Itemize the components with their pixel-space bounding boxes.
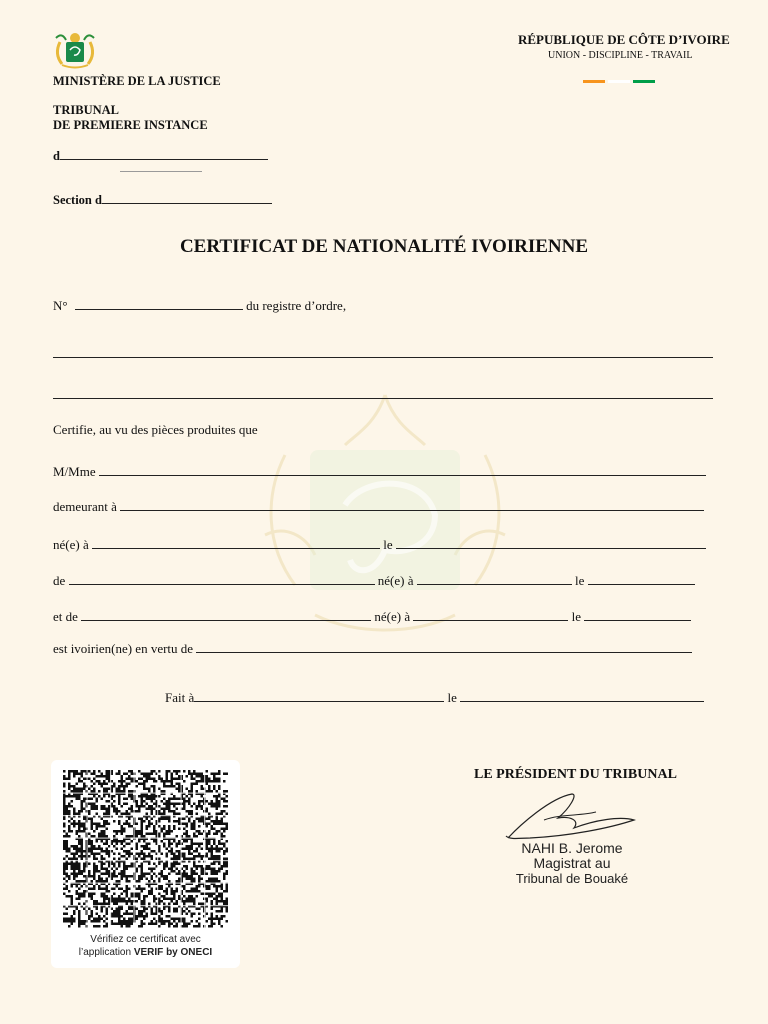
mme-field [53, 464, 706, 480]
blank-line-1 [53, 357, 713, 358]
qr-grid-line [110, 770, 111, 928]
etde-label: et de [53, 609, 78, 624]
pere-blank [69, 573, 375, 585]
qr-caption-line2 [51, 946, 240, 959]
qr-verification-card [51, 760, 240, 968]
president-title: LE PRÉSIDENT DU TRIBUNAL [474, 767, 677, 782]
signatory-role: Magistrat au [533, 855, 611, 871]
qr-grid-line [63, 815, 228, 816]
flag-green-stripe [633, 80, 655, 83]
section-label: Section d [53, 193, 102, 207]
qr-caption-prefix: l’application [78, 947, 134, 958]
signatory-name: NAHI B. Jerome [521, 840, 623, 856]
tribunal-line-1: TRIBUNAL [53, 103, 119, 117]
qr-grid-line [63, 883, 228, 884]
pere-lieu-blank [417, 573, 572, 585]
d-subline [120, 171, 202, 172]
qr-grid-line [63, 838, 228, 839]
flag-orange-stripe [583, 80, 605, 83]
d-blank [60, 148, 268, 160]
qr-code[interactable] [63, 770, 228, 928]
coat-of-arms-logo [52, 30, 98, 70]
stamp [507, 841, 637, 886]
mere-lieu-blank [413, 609, 568, 621]
ne-lieu-blank [92, 537, 380, 549]
fait-date-blank [460, 690, 704, 702]
pere-field [53, 573, 695, 589]
flag-tricolor [583, 70, 658, 88]
fait-le-label: le [447, 690, 457, 705]
d-label: d [53, 149, 60, 163]
registre-label: du registre d’ordre, [246, 298, 347, 313]
vertu-blank [196, 641, 692, 653]
signatory-court: Tribunal de Bouaké [515, 871, 629, 886]
qr-grid-line [204, 770, 205, 928]
qr-grid-line [63, 905, 228, 906]
mere-ne-label: né(e) à [374, 609, 411, 624]
qr-grid-line [181, 770, 182, 928]
jurisdiction-field [53, 148, 268, 164]
mme-label: M/Mme [53, 464, 96, 479]
national-motto: UNION - DISCIPLINE - TRAVAIL [548, 50, 693, 61]
mme-blank [99, 464, 706, 476]
certifie-text: Certifie, au vu des pièces produites que [53, 422, 258, 437]
qr-grid-line [63, 860, 228, 861]
mere-le-label: le [571, 609, 582, 624]
document-title: CERTIFICAT DE NATIONALITÉ IVOIRIENNE [179, 236, 589, 257]
vertu-field [53, 641, 692, 657]
section-field [53, 192, 272, 208]
demeurant-field [53, 499, 704, 515]
fait-lieu-blank [194, 690, 444, 702]
qr-grid-line [157, 770, 158, 928]
republic-name: RÉPUBLIQUE DE CÔTE D’IVOIRE [518, 32, 730, 47]
pere-date-blank [588, 573, 695, 585]
le-label: le [383, 537, 393, 552]
numero-blank [75, 298, 243, 310]
qr-app-name: VERIF by ONECI [133, 947, 213, 958]
qr-grid-line [134, 770, 135, 928]
qr-caption [51, 933, 240, 959]
mere-field [53, 609, 691, 625]
ivoirien-label: est ivoirien(ne) en vertu de [53, 641, 194, 656]
pere-ne-label: né(e) à [377, 573, 414, 588]
tribunal-line-2: DE PREMIERE INSTANCE [53, 118, 208, 132]
demeurant-blank [120, 499, 704, 511]
mere-blank [81, 609, 371, 621]
qr-grid-line [63, 793, 228, 794]
ne-label: né(e) à [53, 537, 89, 552]
pere-le-label: le [575, 573, 585, 588]
ministry-name: MINISTÈRE DE LA JUSTICE [53, 74, 221, 88]
qr-grid-line [87, 770, 88, 928]
fait-field [165, 690, 704, 706]
qr-caption-line1: Vérifiez ce certificat avec [90, 934, 201, 945]
ne-date-blank [396, 537, 706, 549]
numero-label: N° [53, 298, 68, 313]
de-label: de [53, 573, 66, 588]
blank-line-2 [53, 398, 713, 399]
numero-field [53, 298, 346, 314]
naissance-field [53, 537, 706, 553]
fait-label: Fait à [165, 690, 195, 705]
mere-date-blank [584, 609, 691, 621]
demeurant-label: demeurant à [53, 499, 117, 514]
flag-white-stripe [608, 80, 630, 83]
section-blank [102, 192, 272, 204]
watermark-emblem [225, 385, 545, 645]
